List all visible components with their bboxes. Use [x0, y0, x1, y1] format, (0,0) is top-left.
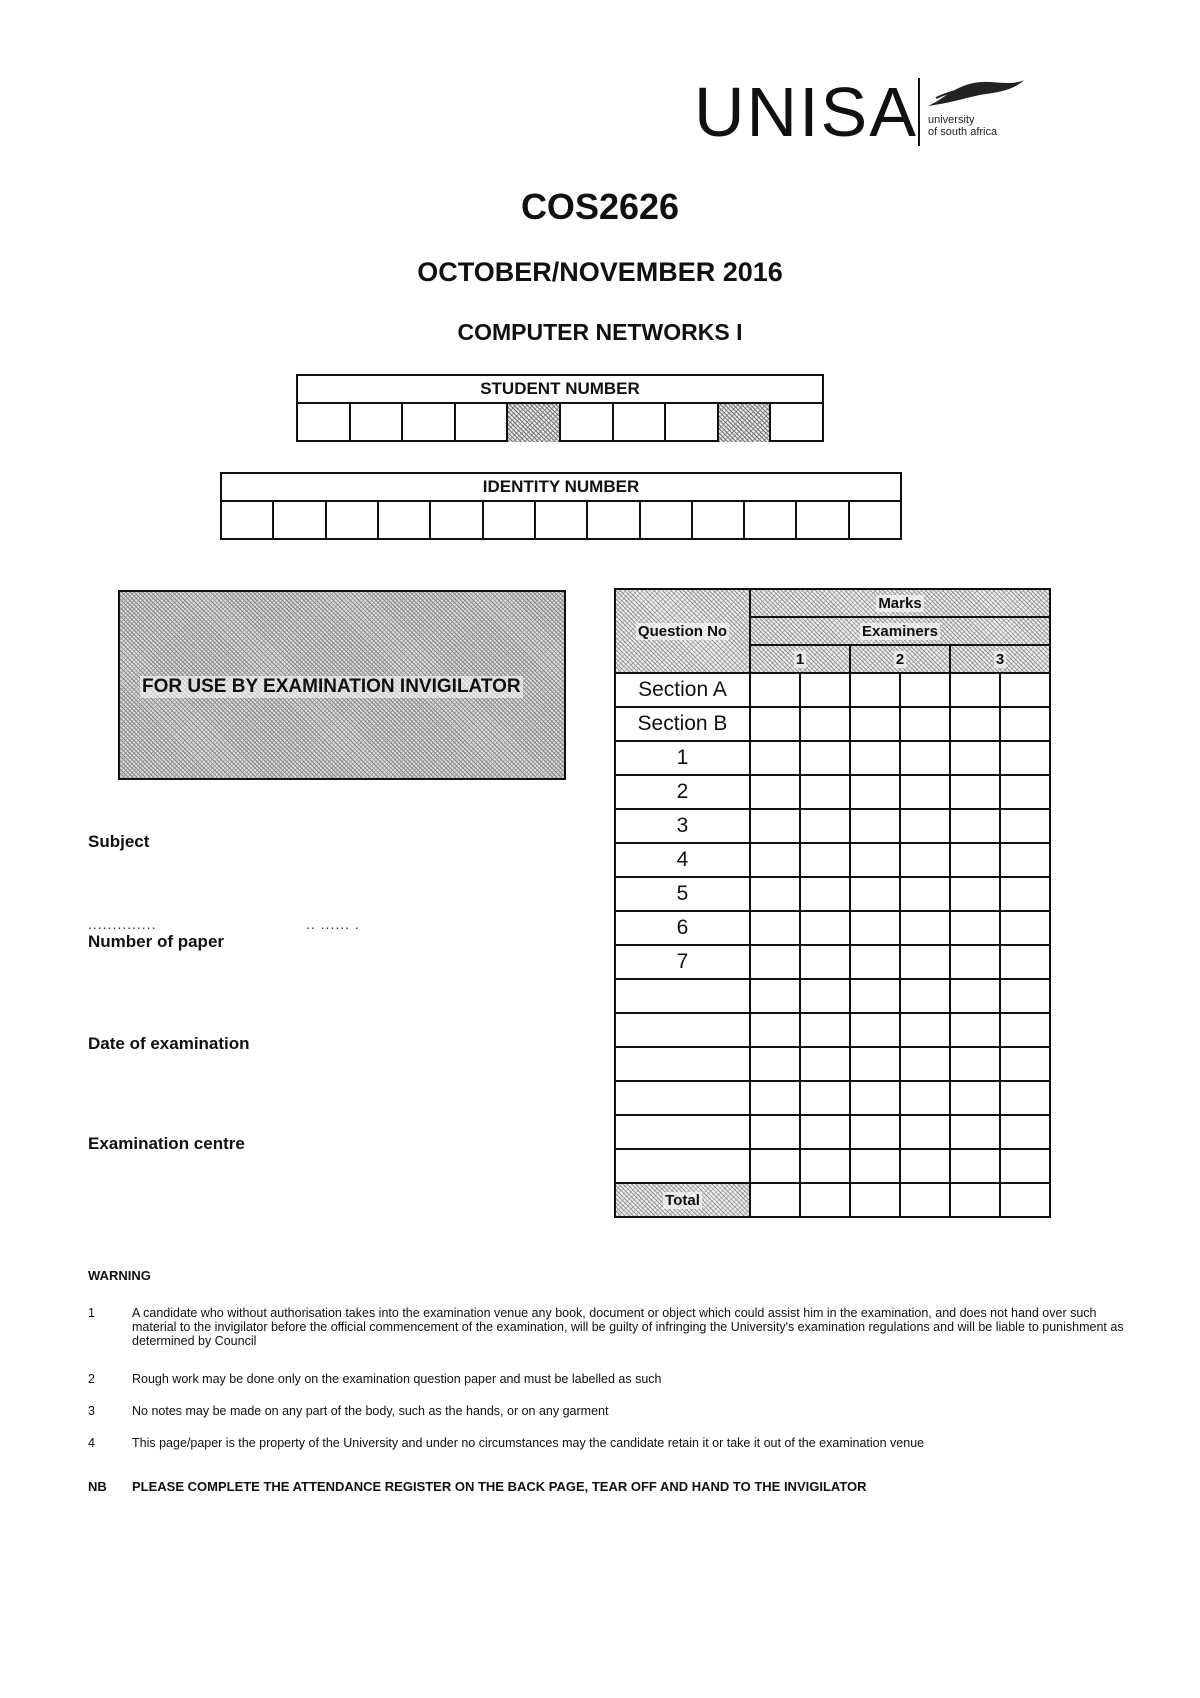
mark-cell[interactable] — [750, 945, 800, 979]
identity-number-digit[interactable] — [641, 502, 693, 540]
question-label — [615, 1149, 750, 1183]
mark-cell[interactable] — [750, 1081, 800, 1115]
student-number-digit[interactable] — [298, 404, 351, 442]
question-label — [615, 1081, 750, 1115]
examiner-3-header — [950, 645, 1050, 673]
marks-row — [615, 945, 1050, 979]
mark-cell[interactable] — [950, 673, 1000, 707]
identity-number-digit[interactable] — [588, 502, 640, 540]
unisa-logo — [694, 72, 1034, 152]
question-number-header — [615, 589, 750, 673]
mark-cell[interactable] — [850, 1081, 900, 1115]
student-number-box — [296, 374, 824, 442]
mark-cell[interactable] — [800, 673, 850, 707]
identity-number-digit[interactable] — [484, 502, 536, 540]
mark-cell[interactable] — [800, 979, 850, 1013]
mark-cell[interactable] — [950, 1115, 1000, 1149]
course-code: COS2626 — [520, 186, 680, 227]
mark-cell[interactable] — [850, 979, 900, 1013]
mark-cell[interactable] — [750, 1115, 800, 1149]
subject-label: Subject — [88, 832, 150, 851]
total-label — [615, 1183, 750, 1217]
question-label — [615, 1013, 750, 1047]
number-of-paper-label: Number of paper — [88, 932, 225, 951]
marks-row — [615, 1047, 1050, 1081]
mark-cell[interactable] — [800, 809, 850, 843]
mark-cell[interactable] — [950, 707, 1000, 741]
mark-cell[interactable] — [800, 1115, 850, 1149]
mark-cell[interactable] — [950, 775, 1000, 809]
marks-table-body — [615, 673, 1050, 1183]
mark-cell[interactable] — [800, 1081, 850, 1115]
mark-cell[interactable] — [800, 877, 850, 911]
logo-tagline — [928, 114, 997, 138]
paper-number-dots-left: .............. — [88, 916, 157, 932]
mark-cell[interactable] — [900, 1115, 950, 1149]
marks-row — [615, 979, 1050, 1013]
mark-cell[interactable] — [1000, 945, 1050, 979]
mark-cell[interactable] — [750, 1183, 800, 1217]
mark-cell[interactable] — [800, 911, 850, 945]
mark-cell[interactable] — [1000, 1149, 1050, 1183]
mark-cell[interactable] — [750, 1013, 800, 1047]
mark-cell[interactable] — [800, 1149, 850, 1183]
mark-cell[interactable] — [900, 1149, 950, 1183]
mark-cell[interactable] — [850, 1149, 900, 1183]
question-label: 3 — [615, 809, 750, 843]
question-label: 7 — [615, 945, 750, 979]
identity-number-digit[interactable] — [379, 502, 431, 540]
marks-row — [615, 809, 1050, 843]
mark-cell[interactable] — [1000, 809, 1050, 843]
warning-title: WARNING — [88, 1268, 151, 1283]
mark-cell[interactable] — [800, 945, 850, 979]
mark-cell[interactable] — [950, 1183, 1000, 1217]
mark-cell[interactable] — [1000, 1081, 1050, 1115]
mark-cell[interactable] — [750, 809, 800, 843]
mark-cell[interactable] — [950, 1149, 1000, 1183]
marks-row — [615, 1081, 1050, 1115]
logo-divider — [918, 78, 920, 146]
student-number-digit[interactable] — [456, 404, 509, 442]
mark-cell[interactable] — [750, 741, 800, 775]
question-label — [615, 979, 750, 1013]
mark-cell[interactable] — [850, 877, 900, 911]
marks-header-text: Marks — [878, 594, 922, 612]
identity-number-label: IDENTITY NUMBER — [222, 474, 900, 502]
student-number-digit[interactable] — [351, 404, 404, 442]
mark-cell[interactable] — [750, 979, 800, 1013]
invigilator-box — [118, 590, 566, 780]
mark-cell[interactable] — [950, 843, 1000, 877]
mark-cell[interactable] — [750, 707, 800, 741]
examiners-header-text: Examiners — [862, 622, 938, 640]
mark-cell[interactable] — [850, 741, 900, 775]
mark-cell[interactable] — [750, 673, 800, 707]
date-of-examination-label: Date of examination — [88, 1034, 250, 1053]
mark-cell[interactable] — [850, 1183, 900, 1217]
warning-item-text: This page/paper is the property of the University and under no circumstances may the candidate retain it or take it out of the examination venue — [132, 1436, 925, 1450]
logo-tagline-line1: university — [928, 114, 975, 126]
warning-item-text: A candidate who without authorisation takes into the examination venue any book, document or object which could assist him in the examination, and does not hand over such material to the invigilator before the official commencement of the examination, will be guilty of infringing the University's examination regulations and will be liable to punishment as determined by Council — [132, 1306, 1124, 1348]
mark-cell[interactable] — [950, 1013, 1000, 1047]
mark-cell[interactable] — [1000, 979, 1050, 1013]
student-number-digit-shaded — [508, 404, 561, 442]
question-label: Section A — [615, 673, 750, 707]
mark-cell[interactable] — [800, 707, 850, 741]
mark-cell[interactable] — [900, 1047, 950, 1081]
identity-number-digit[interactable] — [222, 502, 274, 540]
marks-header — [750, 589, 1050, 617]
mark-cell[interactable] — [750, 1149, 800, 1183]
marks-row — [615, 1013, 1050, 1047]
identity-number-digit[interactable] — [431, 502, 483, 540]
marks-row — [615, 877, 1050, 911]
examiners-header — [750, 617, 1050, 645]
mark-cell[interactable] — [900, 707, 950, 741]
mark-cell[interactable] — [850, 945, 900, 979]
mark-cell[interactable] — [1000, 741, 1050, 775]
nb-text: PLEASE COMPLETE THE ATTENDANCE REGISTER ON THE BACK PAGE, TEAR OFF AND HAND TO THE INVIGILATOR — [132, 1479, 867, 1494]
question-number-header-text: Question No — [637, 622, 728, 640]
identity-number-digit[interactable] — [274, 502, 326, 540]
total-label-text: Total — [665, 1191, 700, 1209]
identity-number-box — [220, 472, 902, 540]
invigilator-label: FOR USE BY EXAMINATION INVIGILATOR — [142, 676, 521, 697]
marks-table — [614, 588, 1051, 1218]
warning-item-text: No notes may be made on any part of the body, such as the hands, or on any garment — [132, 1404, 609, 1418]
mark-cell[interactable] — [900, 673, 950, 707]
mark-cell[interactable] — [900, 1013, 950, 1047]
mark-cell[interactable] — [1000, 673, 1050, 707]
marks-row — [615, 673, 1050, 707]
identity-number-digit[interactable] — [745, 502, 797, 540]
examiner-2-header — [850, 645, 950, 673]
mark-cell[interactable] — [750, 877, 800, 911]
mark-cell[interactable] — [900, 877, 950, 911]
mark-cell[interactable] — [850, 707, 900, 741]
mark-cell[interactable] — [950, 1047, 1000, 1081]
marks-row — [615, 911, 1050, 945]
mark-cell[interactable] — [1000, 877, 1050, 911]
marks-row — [615, 775, 1050, 809]
question-label — [615, 1115, 750, 1149]
student-number-digit[interactable] — [666, 404, 719, 442]
student-number-digit[interactable] — [614, 404, 667, 442]
examiner-3-text: 3 — [995, 650, 1005, 668]
warning-item-number: 4 — [88, 1436, 95, 1450]
mark-cell[interactable] — [900, 1183, 950, 1217]
mark-cell[interactable] — [850, 911, 900, 945]
mark-cell[interactable] — [1000, 707, 1050, 741]
nb-label: NB — [88, 1479, 107, 1494]
mark-cell[interactable] — [800, 1047, 850, 1081]
mark-cell[interactable] — [950, 809, 1000, 843]
examination-centre-label: Examination centre — [88, 1134, 245, 1153]
mark-cell[interactable] — [900, 1081, 950, 1115]
marks-row — [615, 707, 1050, 741]
mark-cell[interactable] — [950, 1081, 1000, 1115]
mark-cell[interactable] — [850, 1115, 900, 1149]
examiner-1-header — [750, 645, 850, 673]
student-number-digit[interactable] — [771, 404, 822, 442]
mark-cell[interactable] — [850, 809, 900, 843]
mark-cell[interactable] — [900, 843, 950, 877]
paper-number-dots-right: .. ...... . — [306, 916, 360, 932]
mark-cell[interactable] — [900, 945, 950, 979]
mark-cell[interactable] — [750, 775, 800, 809]
mark-cell[interactable] — [850, 1047, 900, 1081]
mark-cell[interactable] — [900, 911, 950, 945]
mark-cell[interactable] — [1000, 1115, 1050, 1149]
mark-cell[interactable] — [900, 979, 950, 1013]
mark-cell[interactable] — [850, 843, 900, 877]
student-number-digit[interactable] — [403, 404, 456, 442]
warning-item-number: 1 — [88, 1306, 95, 1320]
warning-item-number: 3 — [88, 1404, 95, 1418]
bird-emblem-icon — [926, 76, 1026, 110]
mark-cell[interactable] — [800, 741, 850, 775]
identity-number-digit[interactable] — [797, 502, 849, 540]
marks-row — [615, 1149, 1050, 1183]
mark-cell[interactable] — [900, 809, 950, 843]
warning-item-number: 2 — [88, 1372, 95, 1386]
question-label: 1 — [615, 741, 750, 775]
mark-cell[interactable] — [750, 911, 800, 945]
mark-cell[interactable] — [1000, 1013, 1050, 1047]
mark-cell[interactable] — [750, 843, 800, 877]
examiner-2-text: 2 — [895, 650, 905, 668]
question-label: Section B — [615, 707, 750, 741]
mark-cell[interactable] — [800, 843, 850, 877]
mark-cell[interactable] — [950, 945, 1000, 979]
mark-cell[interactable] — [900, 775, 950, 809]
mark-cell[interactable] — [1000, 911, 1050, 945]
mark-cell[interactable] — [1000, 775, 1050, 809]
logo-wordmark: UNISA — [694, 73, 918, 151]
mark-cell[interactable] — [800, 1183, 850, 1217]
question-label: 6 — [615, 911, 750, 945]
nb-note — [88, 1479, 867, 1494]
question-label: 5 — [615, 877, 750, 911]
exam-session: OCTOBER/NOVEMBER 2016 — [417, 257, 783, 287]
mark-cell[interactable] — [950, 911, 1000, 945]
module-title: COMPUTER NETWORKS I — [457, 319, 743, 345]
mark-cell[interactable] — [850, 775, 900, 809]
mark-cell[interactable] — [800, 775, 850, 809]
identity-number-digit[interactable] — [850, 502, 900, 540]
mark-cell[interactable] — [850, 1013, 900, 1047]
identity-number-digit[interactable] — [693, 502, 745, 540]
mark-cell[interactable] — [850, 673, 900, 707]
examiner-1-text: 1 — [795, 650, 805, 668]
question-label: 4 — [615, 843, 750, 877]
marks-row — [615, 741, 1050, 775]
question-label — [615, 1047, 750, 1081]
marks-row — [615, 843, 1050, 877]
mark-cell[interactable] — [1000, 843, 1050, 877]
warning-item-text: Rough work may be done only on the examination question paper and must be labelled as such — [132, 1372, 662, 1386]
student-number-digit-shaded — [719, 404, 772, 442]
question-label: 2 — [615, 775, 750, 809]
mark-cell[interactable] — [950, 877, 1000, 911]
mark-cell[interactable] — [900, 741, 950, 775]
mark-cell[interactable] — [950, 979, 1000, 1013]
mark-cell[interactable] — [1000, 1183, 1050, 1217]
student-number-digit[interactable] — [561, 404, 614, 442]
student-number-label: STUDENT NUMBER — [298, 376, 822, 404]
identity-number-digit[interactable] — [536, 502, 588, 540]
mark-cell[interactable] — [750, 1047, 800, 1081]
logo-tagline-line2: of south africa — [928, 126, 998, 138]
mark-cell[interactable] — [800, 1013, 850, 1047]
marks-row — [615, 1115, 1050, 1149]
mark-cell[interactable] — [1000, 1047, 1050, 1081]
mark-cell[interactable] — [950, 741, 1000, 775]
identity-number-digit[interactable] — [327, 502, 379, 540]
